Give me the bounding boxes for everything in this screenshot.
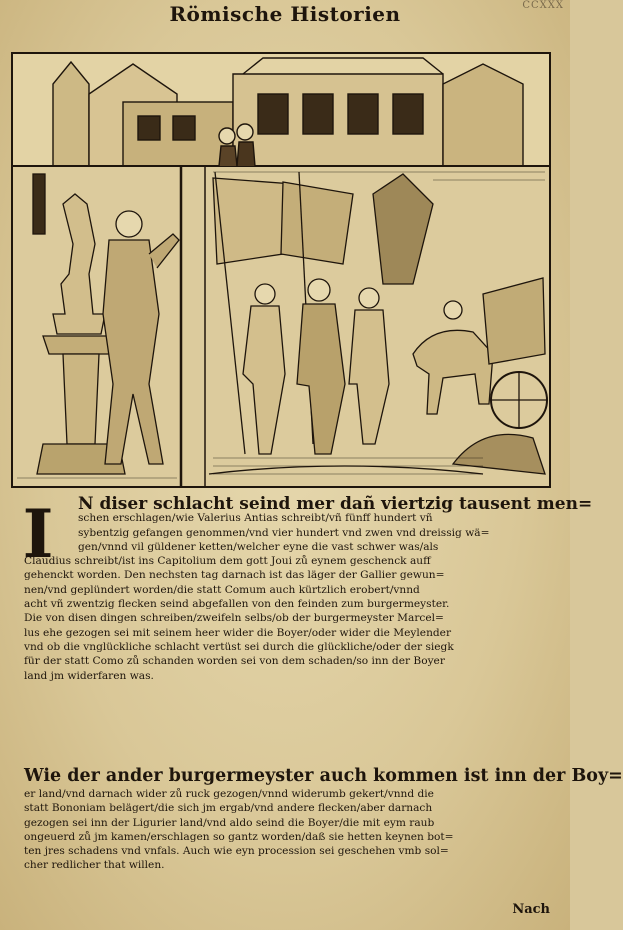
text-line: lus ehe gezogen sei mit seinem heer wider die Boyer/oder wider die Meylender xyxy=(24,626,452,639)
text-line: für der statt Como zů schanden worden sei von dem schaden/so inn der Boyer xyxy=(24,655,445,668)
woodcut-illustration xyxy=(11,52,551,488)
text-line: gezogen sei inn der Ligurier land/vnd aldo seind die Boyer/die mit eym raub xyxy=(24,816,435,829)
chapter-heading: Wie der ander burgermeyster auch kommen ist inn der Boy= xyxy=(24,766,623,786)
text-line: er land/vnd darnach wider zů ruck gezogen/vnnd widerumb gekert/vnnd die xyxy=(24,788,434,800)
text-line: gehenckt worden. Den nechsten tag darnach ist das läger der Gallier gewun= xyxy=(24,569,445,582)
folio-number: CCXXX xyxy=(522,0,564,11)
running-head-title: Römische Historien xyxy=(169,2,401,26)
text-line: vnd ob die vnglückliche schlacht vertüst sei durch die glückliche/oder der siegk xyxy=(24,640,454,653)
text-line: Claudius schreibt/ist ins Capitolium dem gott Joui zů eynem geschenck auff xyxy=(24,555,431,568)
paragraph-battle xyxy=(24,494,593,683)
text-line: acht vñ zwentzig flecken seind abgefallen von den feinden zum burgermeyster. xyxy=(24,598,450,611)
text-line: gen/vnnd vil güldener ketten/welcher eyne die vast schwer was/als xyxy=(78,540,439,553)
decorated-initial: I xyxy=(22,495,54,573)
text-line: cher redlicher that willen. xyxy=(24,859,165,872)
text-line: ten jres schadens vnd vnfals. Auch wie eyn procession sei geschehen vmb sol= xyxy=(24,845,449,858)
text-line: Die von disen dingen schreiben/zweifeln selbs/ob der burgermeyster Marcel= xyxy=(24,612,444,625)
text-line: sybentzig gefangen genommen/vnd vier hundert vnd zwen vnd dreissig wä= xyxy=(78,526,490,539)
text-line: nen/vnd geplündert worden/die statt Comum auch kürtzlich erobert/vnnd xyxy=(24,583,420,596)
catchword: Nach xyxy=(512,902,550,917)
text-line: statt Bononiam belägert/die sich jm ergab/vnd andere flecken/aber darnach xyxy=(24,802,433,815)
woodcut-drawing xyxy=(13,54,549,486)
text-line: schen erschlagen/wie Valerius Antias schreibt/vñ fünff hundert vñ xyxy=(78,512,433,525)
chapter-summary xyxy=(24,766,623,873)
text-line: N diser schlacht seind mer dañ viertzig tausent men= xyxy=(78,494,593,514)
text-line: ongeuerd zů jm kamen/erschlagen so gantz worden/daß sie hetten keynen bot= xyxy=(24,830,454,843)
text-line: land jm widerfaren was. xyxy=(24,669,154,682)
